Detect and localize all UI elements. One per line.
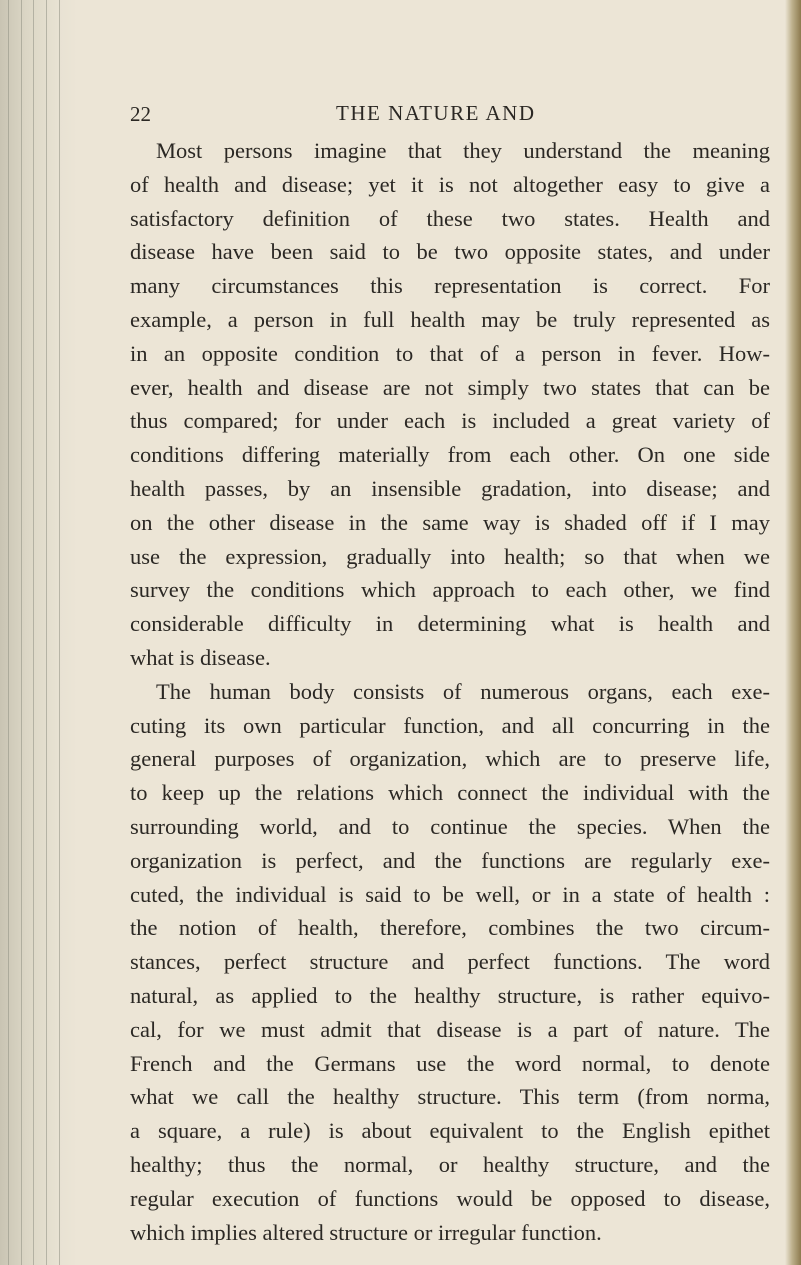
text-line: cal, for we must admit that disease is a part of nature. The	[130, 1016, 770, 1042]
text-line: cuting its own particular function, and all concurring in the	[130, 712, 770, 738]
text-line: use the expression, gradually into health; so that when we	[130, 543, 770, 569]
text-line: example, a person in full health may be truly represented as	[130, 306, 770, 332]
text-line: surrounding world, and to continue the species. When the	[130, 813, 770, 839]
text-line: survey the conditions which approach to each other, we find	[130, 577, 770, 603]
text-line: of health and disease; yet it is not altogether easy to give a	[130, 171, 770, 197]
text-line: The human body consists of numerous organs, each exe-	[156, 678, 770, 704]
text-line: which implies altered structure or irregular function.	[130, 1219, 602, 1245]
running-title: THE NATURE AND	[336, 101, 536, 125]
text-line: healthy; thus the normal, or healthy structure, and the	[130, 1151, 770, 1177]
text-line: ever, health and disease are not simply two states that can be	[130, 374, 770, 400]
book-binding-shadow	[0, 0, 78, 1265]
binding-line	[46, 0, 47, 1265]
text-line: what we call the healthy structure. This term (from norma,	[130, 1084, 770, 1110]
text-line: the notion of health, therefore, combines the two circum-	[130, 915, 770, 941]
text-line: regular execution of functions would be opposed to disease,	[130, 1185, 770, 1211]
text-line: considerable difficulty in determining what is health and	[130, 611, 770, 637]
paragraph-health-and-disease	[130, 134, 770, 675]
text-line: to keep up the relations which connect the individual with the	[130, 780, 770, 806]
text-line: thus compared; for under each is included a great variety of	[130, 408, 770, 434]
text-line: on the other disease in the same way is shaded off if I may	[130, 509, 770, 535]
text-line: French and the Germans use the word normal, to denote	[130, 1050, 770, 1076]
binding-line	[8, 0, 9, 1265]
text-line: natural, as applied to the healthy structure, is rather equivo-	[130, 982, 770, 1008]
text-line: Most persons imagine that they understand the meaning	[156, 138, 770, 163]
binding-line	[59, 0, 60, 1265]
binding-line	[33, 0, 34, 1265]
text-line: satisfactory definition of these two states. Health and	[130, 205, 770, 231]
text-line: cuted, the individual is said to be well, or in a state of health :	[130, 881, 770, 907]
text-line: conditions differing materially from each other. On one side	[130, 442, 770, 468]
binding-line	[21, 0, 22, 1265]
running-header	[130, 100, 770, 132]
text-line: what is disease.	[130, 644, 271, 670]
text-line: health passes, by an insensible gradation, into disease; and	[130, 475, 770, 501]
text-line: disease have been said to be two opposite states, and under	[130, 239, 770, 265]
text-line: in an opposite condition to that of a person in fever. How-	[130, 340, 770, 366]
text-line: general purposes of organization, which are to preserve life,	[130, 746, 770, 772]
book-page	[130, 100, 770, 1249]
paragraph-human-body-organization	[130, 675, 770, 1250]
text-line: stances, perfect structure and perfect functions. The word	[130, 949, 770, 975]
text-line: a square, a rule) is about equivalent to the English epithet	[130, 1118, 770, 1144]
page-number: 22	[130, 102, 151, 126]
text-line: organization is perfect, and the functions are regularly exe-	[130, 847, 770, 873]
page-edge-shadow	[785, 0, 801, 1265]
text-line: many circumstances this representation is correct. For	[130, 273, 770, 299]
